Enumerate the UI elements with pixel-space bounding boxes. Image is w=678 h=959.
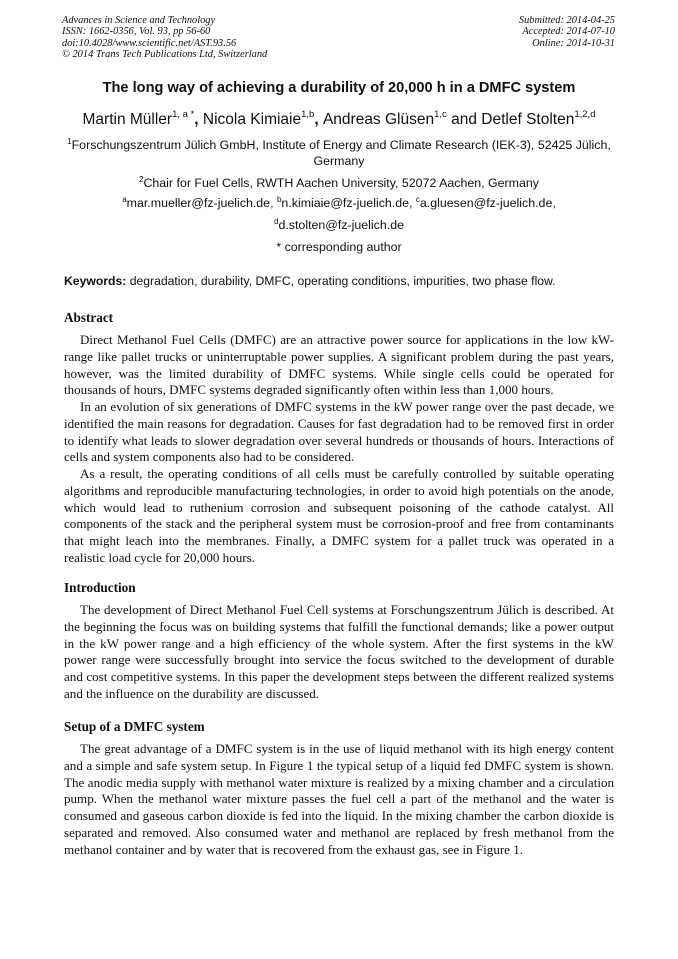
introduction-paragraph: The development of Direct Methanol Fuel Cell systems at Forschungszentrum Jülich is described. At the beginning the focus was on building systems that fulfill the functional demands; like a power output in the kW power range and a high efficiency of the whole system. After the first systems in the kW power range were successfully brought into service the focus switched to the development of durable and cost competitive systems. In this paper the development steps between the different realized systems and the influence on the durability are discussed. bbox=[64, 602, 614, 701]
author-name: Andreas Glüsen bbox=[322, 111, 435, 128]
author-separator: and bbox=[446, 111, 482, 128]
abstract-paragraph: Direct Methanol Fuel Cells (DMFC) are an attractive power source for applications in the low kW-range like pallet trucks or uninterruptable power supplies. A significant problem during the past years, however, was the limited durability of DMFC systems. While single cells could be operated for thousands of hours, DMFC systems degraded significantly often within less than 1,000 hours. bbox=[64, 332, 614, 398]
keywords bbox=[64, 274, 556, 288]
abstract-heading: Abstract bbox=[64, 310, 114, 325]
email-line-2 bbox=[60, 217, 618, 233]
journal-name: Advances in Science and Technology bbox=[62, 15, 216, 26]
affiliation-text: Forschungszentrum Jülich GmbH, Institute of Energy and Climate Research (IEK-3), 52425 Jülich, Germany bbox=[71, 138, 611, 168]
keywords-text: degradation, durability, DMFC, operating conditions, impurities, two phase flow. bbox=[126, 274, 556, 288]
email-sup: d bbox=[274, 217, 279, 226]
affiliation-sup: 2 bbox=[139, 175, 144, 184]
author-affil-sup: 1, a * bbox=[172, 109, 195, 120]
abstract-paragraph: In an evolution of six generations of DMFC systems in the kW power range over the past decade, we identified the main reasons for degradation. Causes for fast degradation had to be removed first in order to identify what leads to slower degradation over several hundreds or thousands of hours. Interactions of cells and system components also had to be considered. bbox=[64, 399, 614, 465]
author-name: Nicola Kimiaie bbox=[202, 111, 302, 128]
author-separator: , bbox=[314, 111, 323, 128]
email-address[interactable]: n.kimiaie@fz-juelich.de, bbox=[281, 196, 416, 210]
setup-heading: Setup of a DMFC system bbox=[64, 719, 205, 734]
email-address[interactable]: d.stolten@fz-juelich.de bbox=[278, 218, 404, 232]
email-address[interactable]: a.gluesen@fz-juelich.de, bbox=[419, 196, 556, 210]
online-date: Online: 2014-10-31 bbox=[532, 37, 615, 49]
copyright-line: © 2014 Trans Tech Publications Ltd, Switzerland bbox=[62, 49, 268, 61]
author-affil-sup: 1,b bbox=[301, 109, 315, 120]
author-name: Detlef Stolten bbox=[481, 111, 575, 128]
author-separator: , bbox=[194, 111, 203, 128]
doi-line: doi:10.4028/www.scientific.net/AST.93.56 bbox=[62, 37, 237, 49]
paper-title: The long way of achieving a durability of 20,000 h in a DMFC system bbox=[102, 80, 576, 96]
email-sup: a bbox=[122, 195, 127, 204]
email-address[interactable]: mar.mueller@fz-juelich.de, bbox=[126, 196, 277, 210]
keywords-label: Keywords: bbox=[64, 274, 127, 288]
dates-info bbox=[519, 15, 615, 49]
email-sup: b bbox=[276, 195, 282, 204]
abstract-paragraph: As a result, the operating conditions of all cells must be carefully controlled by suitable operating algorithms and reproducible manufacturing technologies, in order to avoid high potentials on the anode, which would lead to ruthenium corrosion and subsequent poisoning of the cathode catalyst. All components of the stack and the peripheral system must be corrosion-proof and free from contaminants that might leach into the membranes. Finally, a DMFC system for a pallet truck was operated in a realistic load cycle for 20,000 hours. bbox=[64, 466, 614, 565]
affiliation-text: Chair for Fuel Cells, RWTH Aachen University, 52072 Aachen, Germany bbox=[143, 176, 539, 190]
author-affil-sup: 1,c bbox=[434, 109, 447, 120]
corresponding-note: * corresponding author bbox=[276, 240, 402, 254]
journal-info bbox=[62, 15, 267, 61]
affiliation-sup: 1 bbox=[67, 137, 72, 146]
setup-paragraph: The great advantage of a DMFC system is in the use of liquid methanol with its high energy content and a simple and safe system setup. In Figure 1 the typical setup of a liquid fed DMFC system is shown. The anodic media supply with methanol water mixture is realized by a mixing chamber and a circulation pump. When the methanol water mixture passes the fuel cell a part of the methanol and the water is consumed and gaseous carbon dioxide is fed into the liquid. In the mixing chamber the carbon dioxide is separated and removed. Also consumed water and methanol are replaced by fresh methanol from the methanol container and by water that is recovered from the exhaust gas, see in Figure 1. bbox=[64, 741, 614, 857]
email-line-1 bbox=[60, 195, 618, 211]
affiliation-1 bbox=[60, 137, 618, 169]
introduction-heading: Introduction bbox=[64, 580, 136, 595]
author-list bbox=[30, 111, 648, 129]
accepted-date: Accepted: 2014-07-10 bbox=[522, 26, 615, 38]
author-affil-sup: 1,2,d bbox=[574, 109, 596, 120]
author-name: Martin Müller bbox=[82, 111, 173, 128]
email-sup: c bbox=[415, 195, 420, 204]
submitted-date: Submitted: 2014-04-25 bbox=[518, 15, 615, 26]
affiliation-2 bbox=[60, 175, 618, 191]
issn-line: ISSN: 1662-0356, Vol. 93, pp 56-60 bbox=[62, 26, 211, 38]
